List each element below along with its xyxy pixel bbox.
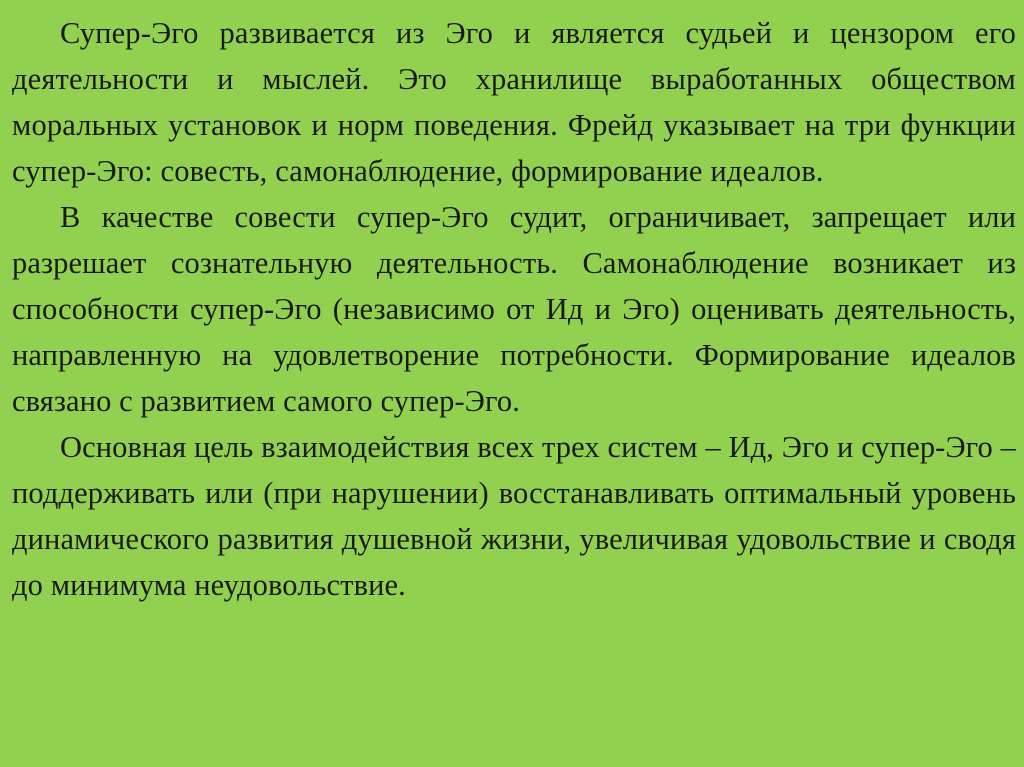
slide-text-body <box>12 10 1016 608</box>
paragraph-conscience-and-self-observation: В качестве совести супер-Эго судит, ограничивает, запрещает или разрешает сознательную деятельность. Самонаблюдение возникает из способности супер-Эго (независимо от Ид и Эго) оценивать деятельность, направленную на удовлетворение потребности. Формирование идеалов связано с развитием самого супер-Эго. <box>12 200 1016 418</box>
paragraph-main-goal: Основная цель взаимодействия всех трех систем – Ид, Эго и супер-Эго – поддерживать или (при нарушении) восстанавливать оптимальный уровень динамического развития душевной жизни, увеличивая удовольствие и сводя до минимума неудовольствие. <box>12 430 1016 602</box>
paragraph-superego-definition: Супер-Эго развивается из Эго и является судьей и цензором его деятельности и мыслей. Это хранилище выработанных обществом моральных установок и норм поведения. Фрейд указывает на три функции супер-Эго: совесть, самонаблюдение, формирование идеалов. <box>12 16 1016 188</box>
